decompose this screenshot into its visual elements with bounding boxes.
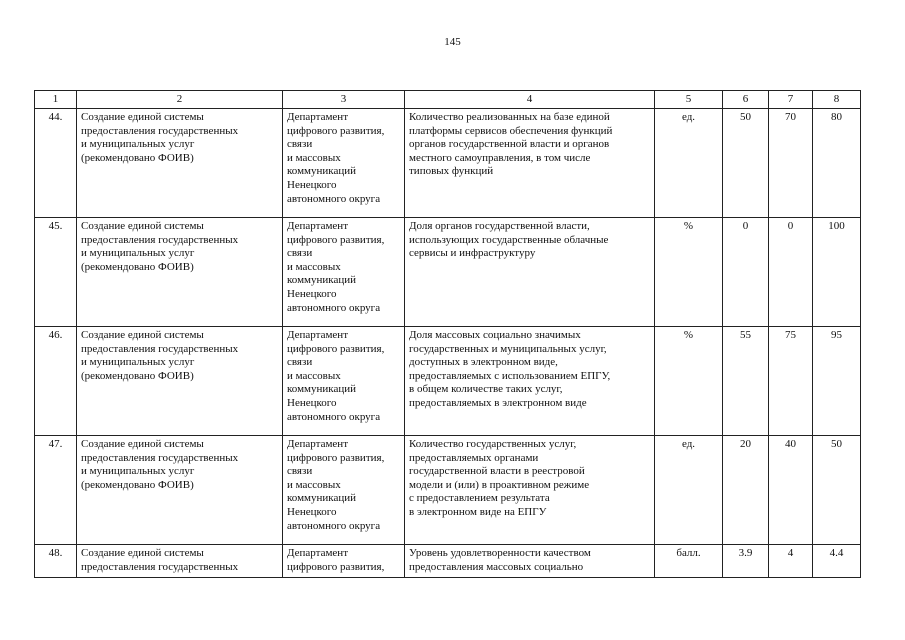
unit-of-measure: ед. <box>655 109 723 218</box>
table-row <box>35 327 861 436</box>
unit-of-measure: % <box>655 327 723 436</box>
indicator-description: Доля массовых социально значимых государственных и муниципальных услуг, доступных в электронном виде, предоставляемых с использованием ЕПГУ, в общем количестве таких услуг, предоставляемых в электронном виде <box>405 327 655 436</box>
row-number: 44. <box>35 109 77 218</box>
activity-name: Создание единой системы предоставления государственных и муниципальных услуг (рекомендовано ФОИВ) <box>77 327 283 436</box>
value-col-7: 0 <box>769 218 813 327</box>
page-number: 145 <box>444 36 461 48</box>
table-row <box>35 218 861 327</box>
value-col-8: 50 <box>813 436 861 545</box>
column-header-3: 3 <box>283 91 405 109</box>
value-col-7: 4 <box>769 545 813 578</box>
row-number: 47. <box>35 436 77 545</box>
indicators-table <box>34 90 861 578</box>
responsible-department: Департамент цифрового развития, <box>287 547 385 573</box>
value-col-8: 4.4 <box>813 545 861 578</box>
responsible-department: Департамент цифрового развития, связи и массовых коммуникаций Ненецкого автономного округа <box>283 218 405 327</box>
column-header-5: 5 <box>655 91 723 109</box>
responsible-department: Департамент цифрового развития, связи и массовых коммуникаций Ненецкого автономного округа <box>283 436 405 545</box>
table-header <box>35 91 861 109</box>
table-row <box>35 545 861 578</box>
column-header-8: 8 <box>813 91 861 109</box>
column-header-7: 7 <box>769 91 813 109</box>
indicator-description: Доля органов государственной власти, использующих государственные облачные сервисы и инфраструктуру <box>405 218 655 327</box>
table-row <box>35 109 861 218</box>
row-number: 45. <box>35 218 77 327</box>
unit-of-measure: балл. <box>655 545 723 578</box>
indicator-description: Уровень удовлетворенности качеством предоставления массовых социально <box>409 547 591 573</box>
value-col-6: 20 <box>723 436 769 545</box>
activity-name: Создание единой системы предоставления государственных <box>81 547 239 573</box>
value-col-8: 95 <box>813 327 861 436</box>
row-number: 46. <box>35 327 77 436</box>
activity-name: Создание единой системы предоставления государственных и муниципальных услуг (рекомендовано ФОИВ) <box>77 109 283 218</box>
value-col-6: 55 <box>723 327 769 436</box>
value-col-8: 100 <box>813 218 861 327</box>
value-col-6: 3.9 <box>723 545 769 578</box>
column-header-1: 1 <box>35 91 77 109</box>
activity-name-cell <box>77 545 283 578</box>
responsible-department: Департамент цифрового развития, связи и массовых коммуникаций Ненецкого автономного округа <box>283 109 405 218</box>
activity-name: Создание единой системы предоставления государственных и муниципальных услуг (рекомендовано ФОИВ) <box>77 218 283 327</box>
value-col-8: 80 <box>813 109 861 218</box>
responsible-department-cell <box>283 545 405 578</box>
table-body <box>35 109 861 578</box>
responsible-department: Департамент цифрового развития, связи и массовых коммуникаций Ненецкого автономного округа <box>283 327 405 436</box>
indicator-description: Количество государственных услуг, предоставляемых органами государственной власти в реестровой модели и (или) в проактивном режиме с предоставлением результата в электронном виде на ЕПГУ <box>405 436 655 545</box>
column-header-4: 4 <box>405 91 655 109</box>
value-col-7: 40 <box>769 436 813 545</box>
indicator-description-cell <box>405 545 655 578</box>
value-col-6: 0 <box>723 218 769 327</box>
value-col-7: 70 <box>769 109 813 218</box>
activity-name: Создание единой системы предоставления государственных и муниципальных услуг (рекомендовано ФОИВ) <box>77 436 283 545</box>
row-number: 48. <box>35 545 77 578</box>
unit-of-measure: ед. <box>655 436 723 545</box>
column-header-6: 6 <box>723 91 769 109</box>
indicator-description: Количество реализованных на базе единой платформы сервисов обеспечения функций органов государственной власти и органов местного самоуправления, в том числе типовых функций <box>405 109 655 218</box>
value-col-7: 75 <box>769 327 813 436</box>
value-col-6: 50 <box>723 109 769 218</box>
column-header-2: 2 <box>77 91 283 109</box>
header-row <box>35 91 861 109</box>
table-row <box>35 436 861 545</box>
unit-of-measure: % <box>655 218 723 327</box>
